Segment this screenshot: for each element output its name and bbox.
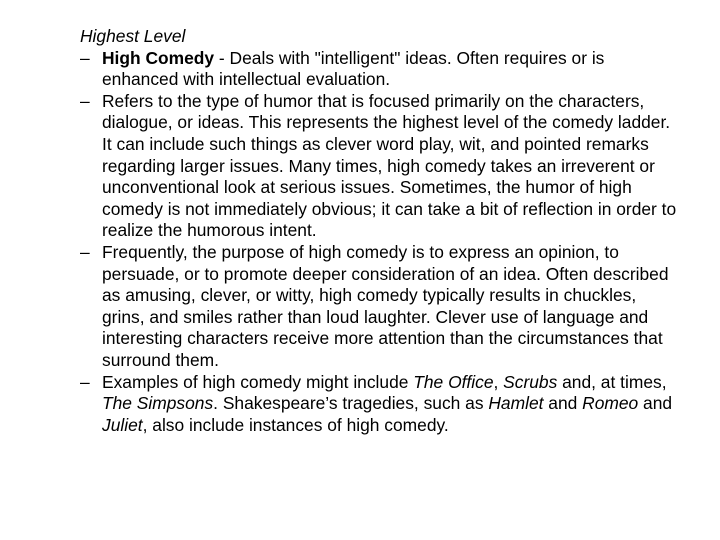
bullet-dash: – (80, 90, 90, 111)
italic-title-the-simpsons: The Simpsons (102, 393, 214, 414)
italic-title-juliet: Juliet (102, 414, 143, 435)
text-run: and, at times, (557, 371, 667, 392)
text-run: and (543, 393, 583, 414)
bullet-item-purpose (80, 242, 680, 372)
bullet-term-description: - Deals with "intelligent" ideas. Often requires or is enhanced with intellectual evaluation. (102, 47, 605, 90)
bullet-term: High Comedy (102, 47, 215, 68)
bullet-item-definition (80, 48, 680, 91)
italic-title-hamlet: Hamlet (488, 393, 544, 414)
bullet-dash: – (80, 47, 90, 68)
bullet-list (80, 48, 680, 437)
bullet-text: Frequently, the purpose of high comedy is to express an opinion, to persuade, or to promote deeper consideration of an idea. Often described as amusing, clever, or witty, high comedy typically results in chuckles, grins, and smiles rather than loud laughter. Clever use of language and interesting characters receive more attention than the circumstances that surround them. (102, 241, 669, 370)
text-run: , also include instances of high comedy. (142, 414, 449, 435)
bullet-text-examples (102, 372, 672, 435)
italic-title-the-office: The Office (413, 371, 494, 392)
text-run: Examples of high comedy might include (102, 371, 414, 392)
slide-content (80, 26, 680, 436)
bullet-item-examples (80, 372, 680, 437)
text-run: , (493, 371, 504, 392)
slide-heading: Highest Level (80, 26, 186, 46)
bullet-text: Refers to the type of humor that is focused primarily on the characters, dialogue, or ideas. This represents the highest level of the comedy ladder. It can include such things as clever word play, wit, and pointed remarks regarding larger issues. Many times, high comedy takes an irreverent or unconventional look at serious issues. Sometimes, the humor of high comedy is not immediately obvious; it can take a bit of reflection in order to realize the humorous intent. (102, 90, 677, 241)
bullet-text (102, 48, 604, 90)
text-run: and (638, 393, 673, 414)
text-run: . Shakespeare’s tragedies, such as (213, 393, 489, 414)
italic-title-scrubs: Scrubs (503, 371, 558, 392)
bullet-dash: – (80, 371, 90, 392)
bullet-dash: – (80, 241, 90, 262)
italic-title-romeo: Romeo (582, 393, 639, 414)
bullet-item-humor-type (80, 91, 680, 242)
